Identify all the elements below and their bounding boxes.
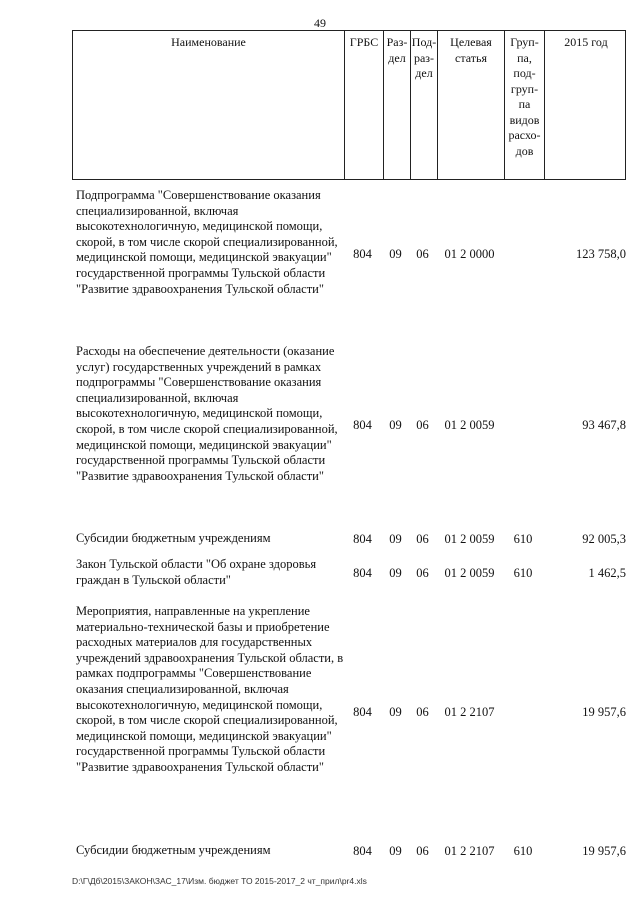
- row-grbs: 804: [353, 705, 372, 719]
- row-razdel: 09: [389, 566, 402, 580]
- row-name: Субсидии бюджетным учреждениям: [76, 843, 271, 857]
- header-razdel: Раз- дел: [383, 31, 410, 179]
- row-podrazdel: 06: [416, 705, 429, 719]
- header-podrazdel: Под- раз- дел: [410, 31, 437, 179]
- row-grbs: 804: [353, 247, 372, 261]
- row-amount: 93 467,8: [582, 418, 626, 432]
- file-path-footer: D:\Г\Дб\2015\ЗАКОН\ЗАС_17\Изм. бюджет ТО 2015-2017_2 чт_прил\pr4.xls: [72, 876, 367, 886]
- row-grbs: 804: [353, 418, 372, 432]
- row-podrazdel: 06: [416, 566, 429, 580]
- page-number: 49: [314, 16, 326, 30]
- row-name: Субсидии бюджетным учреждениям: [76, 531, 271, 545]
- row-name: Мероприятия, направленные на укрепление материально-технической базы и приобретение расходных материалов для государственных учреждений здравоохранения Тульской области, в рамках подпрограммы "Совершенствование оказания специализированной, включая высокотехнологичную, медицинской помощи, скорой, в том числе скорой специализированной, медицинской помощи, медицинской эвакуации" государственной программы Тульской области "Развитие здравоохранения Тульской области": [76, 604, 344, 774]
- row-group: 610: [513, 566, 533, 580]
- row-amount: 19 957,6: [582, 844, 626, 858]
- table-row: [72, 531, 626, 549]
- row-grbs: 804: [353, 566, 372, 580]
- row-target: 01 2 0000: [444, 247, 495, 261]
- row-group: 610: [513, 532, 533, 546]
- row-amount: 19 957,6: [582, 705, 626, 719]
- row-group: 610: [513, 844, 533, 858]
- row-razdel: 09: [389, 844, 402, 858]
- header-grbs: ГРБС: [344, 31, 383, 179]
- row-target: 01 2 2107: [444, 705, 495, 719]
- table-header: [72, 30, 626, 180]
- row-target: 01 2 0059: [444, 532, 495, 546]
- header-name: Наименование: [171, 35, 246, 49]
- row-name: Подпрограмма "Совершенствование оказания специализированной, включая высокотехнологичную, медицинской помощи, скорой, в том числе скорой специализированной, медицинской помощи, медицинской эвакуации" государственной программы Тульской области "Развитие здравоохранения Тульской области": [76, 188, 338, 296]
- row-razdel: 09: [389, 705, 402, 719]
- header-group: Груп- па, под- груп- па видов расхо- дов: [504, 31, 544, 179]
- table-row: [72, 344, 626, 504]
- header-year: 2015 год: [544, 31, 627, 179]
- row-grbs: 804: [353, 532, 372, 546]
- row-name: Закон Тульской области "Об охране здоровья граждан в Тульской области": [76, 557, 317, 587]
- header-target: Целевая статья: [437, 31, 504, 179]
- row-target: 01 2 0059: [444, 566, 495, 580]
- row-target: 01 2 0059: [444, 418, 495, 432]
- row-podrazdel: 06: [416, 418, 429, 432]
- row-amount: 1 462,5: [588, 566, 626, 580]
- table-row: [72, 604, 626, 824]
- row-amount: 123 758,0: [576, 247, 626, 261]
- table-row: [72, 188, 626, 318]
- row-razdel: 09: [389, 418, 402, 432]
- row-podrazdel: 06: [416, 247, 429, 261]
- row-name: Расходы на обеспечение деятельности (оказание услуг) государственных учреждений в рамках подпрограммы "Совершенствование оказания специализированной, включая высокотехнологичную, медицинской помощи, скорой, в том числе скорой специализированной, медицинской помощи, медицинской эвакуации" государственной программы Тульской области "Развитие здравоохранения Тульской области": [76, 344, 338, 483]
- row-amount: 92 005,3: [582, 532, 626, 546]
- row-target: 01 2 2107: [444, 844, 495, 858]
- table-row: [72, 557, 626, 591]
- row-podrazdel: 06: [416, 532, 429, 546]
- row-podrazdel: 06: [416, 844, 429, 858]
- row-grbs: 804: [353, 844, 372, 858]
- row-razdel: 09: [389, 532, 402, 546]
- table-row: [72, 843, 626, 861]
- row-razdel: 09: [389, 247, 402, 261]
